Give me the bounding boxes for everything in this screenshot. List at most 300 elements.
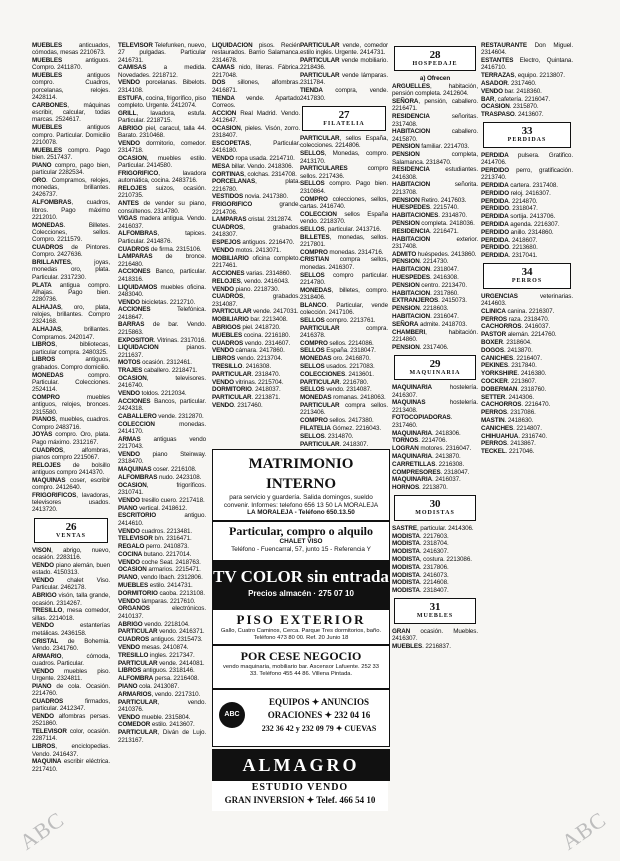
classified-ad: MASTIN. 2418630. xyxy=(481,416,534,424)
classified-ad: PARTICULAR, sellos España, colecciones. 2214806. xyxy=(300,135,388,150)
classified-ad: FRIGORIFICO, lavadora automática, cocina. 2483716. xyxy=(118,170,206,185)
classified-ad: PERDIDA cartera. 2317408. xyxy=(481,181,558,189)
classified-ad: FOTOCOPIADORAS. 2317460. xyxy=(392,414,453,429)
classified-ad: MUEBLES antiguos. Compro. 2411870. xyxy=(32,57,110,72)
classified-ad: MODISTA. 2416073. xyxy=(392,571,449,579)
section-header-33 xyxy=(483,122,571,147)
ad-piso-exterior xyxy=(212,609,390,645)
section-title: FILATELIA xyxy=(323,120,365,127)
column-1-listings xyxy=(32,42,110,514)
ad-line-2: GRAN INVERSION ✦ Telef. 466 54 10 xyxy=(224,795,376,805)
classified-ad: ACCIONES Bancos, particular. 2424318. xyxy=(118,397,206,413)
classified-ad: PARTICULAR. 2318470. xyxy=(212,370,281,378)
classified-ad: TECKEL. 2217046. xyxy=(481,448,535,456)
classified-ad: ALFOMBRAS, cuadros, libros. Pago máximo 2212010. xyxy=(32,199,110,221)
classified-ad: SELLOS compro particular. 2214780. xyxy=(300,271,388,286)
classified-ad: ALHAJAS, brillantes. Compramos. 2420147. xyxy=(32,326,110,341)
ad-title: ALMAGRO xyxy=(242,755,360,775)
classified-ad: MONEDAS compro. Particular. Colecciones. 2524114. xyxy=(32,371,110,394)
classified-ad: ALHAJAS, oro, plata, relojes, brillantes. Compro 2324168. xyxy=(32,303,110,326)
classified-ad: LAMPARAS de bronce. 2216480. xyxy=(118,253,206,268)
section-title: VENTAS xyxy=(56,532,86,539)
classified-ad: VENDO piano alemán, buen estado. 4150313. xyxy=(32,562,110,577)
classified-ad: ASADOR. 2317460. xyxy=(481,79,537,87)
section-header-27 xyxy=(302,106,386,131)
classified-ad: FRIGORIFICO grande. 2214706. xyxy=(212,201,300,216)
classified-ad: MOBILIARIO bar. 2213408. xyxy=(212,316,288,324)
classified-ad: ESCOPETAS, Particular. 2416180. xyxy=(212,139,300,155)
column-4-philately-listings xyxy=(300,135,388,447)
classified-ad: PARTICULAR vende mobiliario. 2218436. xyxy=(300,57,388,72)
classified-ad: ARMARIO, cómoda, cuadros. Particular. xyxy=(32,652,110,667)
classified-ad: OCASION, muebles estilo. Particular. 2414580. xyxy=(118,154,206,170)
classified-ad: MAQUINARIA. 2413870. xyxy=(392,452,461,460)
classified-ad: RESIDENCIA estudiantes. 2416308. xyxy=(392,166,478,181)
classified-ad: PENSION Retiro. 2417603. xyxy=(392,196,467,204)
classified-ad: COCKER. 2213607. xyxy=(481,377,537,385)
column-6-listings xyxy=(481,42,573,118)
classified-ad: EXPOSITOR. Vitrinas. 2317016. xyxy=(118,336,206,344)
column-6-lost-listings xyxy=(481,152,573,260)
classified-ad: BRILLANTES, joyas, monedas oro, plata. Particular. 2317230. xyxy=(32,259,110,281)
classified-ad: VENDO muebles piso. Urgente. 2324811. xyxy=(32,667,110,683)
classified-ad: MUEBLES compro. Pago bien. 2517437. xyxy=(32,146,110,161)
classified-ad: ABRIGO piel, caracul, talla 44. Barato. 2310468. xyxy=(118,124,206,140)
classified-ad: CUADROS de firma. 2315106. xyxy=(118,245,202,253)
classified-ad: VENDO alfombras persas. 2521860. xyxy=(32,713,110,728)
classified-ad: CACHORROS. 2216470. xyxy=(481,401,551,409)
classified-ad: CUADROS vendo. 2314607. xyxy=(212,339,291,347)
classified-ad: LIBROS vendo. 2213704. xyxy=(212,355,283,363)
classified-ad: TORNOS. 2214706. xyxy=(392,437,447,445)
classified-ad: MESA billar. Vendo. 2418306. xyxy=(212,162,294,170)
ad-line-1: ESTUDIO VENDO xyxy=(251,782,349,793)
classified-ad: ARMARIOS, vendo. 2217310. xyxy=(118,690,201,698)
watermark-right: ABC xyxy=(556,806,611,855)
classified-ad: MOTOS ocasión. 2312461. xyxy=(118,359,192,367)
classified-ad: HUESPEDES. 2416308. xyxy=(392,274,459,282)
classified-ad: CORTINAS, colchas. 2314708. xyxy=(212,170,297,178)
column-4 xyxy=(300,42,388,447)
classified-ad: MODISTA. 2217603. xyxy=(392,532,449,540)
column-5-lodging-listings xyxy=(392,83,478,351)
classified-ad: GRAN ocasión. Muebles. 2416307. xyxy=(392,627,478,642)
classified-ad: MODISTA. 2214608. xyxy=(392,579,449,587)
classified-ad: TERRAZAS, equipo. 2213807. xyxy=(481,72,565,80)
column-6-dog-listings xyxy=(481,293,573,456)
classified-ad: VENDO vitrinas. 2215704. xyxy=(212,378,284,386)
classified-ad: VENDO dormitorio, comedor. 2314718. xyxy=(118,139,206,155)
classified-ad: LIQUIDAMOS muebles oficina. 2483040. xyxy=(118,283,206,298)
classified-ad: FILATELIA Gómez. 2216043. xyxy=(300,424,382,432)
classified-ad: TRASPASO. 2413607. xyxy=(481,111,544,119)
section-number: 29 xyxy=(429,357,441,370)
classified-ad: MONEDAS. Billetes. Colecciones, sellos. Compro. 2211579. xyxy=(32,221,110,244)
classified-ad: RESTAURANTE Don Miguel. 2314604. xyxy=(481,42,573,57)
classified-ad: PARTICULAR vende lámparas. 2311784. xyxy=(300,72,388,87)
classified-ad: PARTICULAR. 2418307. xyxy=(300,440,369,447)
column-3-listings xyxy=(212,42,300,409)
classified-ad: JOYAS compro. Oro, plata. Pago máximo. 2312167. xyxy=(32,431,110,446)
column-5-dressmaker-listings xyxy=(392,525,478,595)
classified-ad: MUEBLES antiguos compro. Particular. Domicilio 2210078. xyxy=(32,124,110,146)
ad-line-3: 232 36 42 y 232 09 79 ✦ CUEVAS xyxy=(261,724,377,733)
classified-ad: TRESILLO. 2416308. xyxy=(212,362,272,370)
classified-ad: ADMITO huéspedes. 2413860. xyxy=(392,250,477,258)
classified-ad: PENSION completa. 2418036. xyxy=(392,219,475,227)
classified-ad: VENDO mueble. 2315804. xyxy=(118,713,191,721)
classified-ad: PERDIDO anillo. 2314860. xyxy=(481,228,554,236)
section-number: 27 xyxy=(338,108,350,121)
classified-ad: HORNOS. 2213870. xyxy=(392,484,448,492)
classified-ad: MODISTA. 2318704. xyxy=(392,540,449,548)
section-number: 30 xyxy=(429,498,441,511)
section-header-30 xyxy=(394,495,476,520)
classified-ad: VENDO lámparas. 2217610. xyxy=(118,597,196,605)
classified-ad: VIGAS madera antigua. Vendo. 2416037. xyxy=(118,215,206,230)
section-number: 33 xyxy=(521,125,533,138)
column-6 xyxy=(481,42,573,855)
column-2 xyxy=(118,42,206,855)
watermark-left: ABC xyxy=(14,806,69,855)
classified-ad: ARGUELLES, habitación, pensión completa. 2412604. xyxy=(392,83,478,98)
classified-ad: LAMPARAS cristal. 2312874. xyxy=(212,216,293,224)
ad-footer: LA MORALEJA - Teléfono 650.13.50 xyxy=(247,509,355,517)
classified-ad: VENDO cuadros. 2213481. xyxy=(118,527,193,535)
section-title: MAQUINARIA xyxy=(409,369,461,376)
classified-ad: MAQUINARIA hostelería. 2416307. xyxy=(392,384,478,399)
classified-ad: SELLOS vendo. 2314087. xyxy=(300,386,372,394)
classified-ad: PIANO, vendo Ibach. 2312806. xyxy=(118,574,203,582)
classified-ad: SELLOS compro. Pago bien. 2310864. xyxy=(300,180,388,195)
classified-ad: COMPRO monedas. 2314716. xyxy=(300,248,384,256)
classified-ad: CUADROS, grabados. 2418307. xyxy=(212,224,300,239)
classified-ad: CAMISAS a medida. Novedades. 2218712. xyxy=(118,64,206,79)
classified-ad: SELLOS, Monedas, compro. 2413170. xyxy=(300,150,388,165)
classified-ad: MAQUINAS hostelería. 2213408. xyxy=(392,399,478,414)
ad-estudio-vendo xyxy=(212,781,388,811)
classified-ad: BOXER. 2318604. xyxy=(481,339,532,346)
ad-equipos-anuncios xyxy=(212,689,390,747)
ad-subtitle: Precios almacén · 275 07 10 xyxy=(248,589,354,598)
classified-ad: MONEDAS romanas. 2418063. xyxy=(300,394,386,402)
classified-ad: VENDO bar. 2418360. xyxy=(481,87,542,95)
classified-ad: VENDO motos. 2413071. xyxy=(212,247,281,255)
classified-ad: DORMITORIO caoba. 2213108. xyxy=(118,589,205,597)
classified-ad: PARTICULAR compra. 2416378. xyxy=(300,324,388,339)
classified-ad: ACCIONES varias. 2314860. xyxy=(212,269,292,277)
column-1 xyxy=(32,42,110,855)
classified-ad: OCASION, televisores. 2416740. xyxy=(118,375,206,390)
classified-ad: PASTOR alemán. 2214760. xyxy=(481,331,557,339)
classified-ad: PARTICULAR. 2216780. xyxy=(300,378,369,386)
ad-particular-chalet xyxy=(212,521,390,561)
classified-ad: ACCION Real Madrid. Vendo. 2412647. xyxy=(212,109,300,124)
classified-ad: CRISTIAN compra sellos, monedas. 2416307. xyxy=(300,256,388,271)
classified-ad: MAQUINAS coser. 2216108. xyxy=(118,466,197,474)
classified-ad: ACCIONES Telefónica. 2418647. xyxy=(118,306,206,321)
classified-ad: RELOJES suizos, ocasión. 2210735. xyxy=(118,185,206,200)
classified-ad: COMPRO sellos. 2417380. xyxy=(300,417,374,425)
ad-almagro xyxy=(212,749,390,781)
classified-ad: PEKINES. 2317840. xyxy=(481,362,537,370)
classified-ad: COMPRO colecciones, sellos, cartas. 2416740. xyxy=(300,195,388,210)
classified-ad: BLANCO. Particular, vende colección. 2417106. xyxy=(300,301,388,316)
classified-ad: PERROS. 2317086. xyxy=(481,409,536,417)
classified-ad: CARBONES, máquinas escribir, calcular, todas marcas. 2524617. xyxy=(32,101,110,124)
classified-ad: ALFOMBRA persa. 2216408. xyxy=(118,675,199,683)
classified-ad: PIANO cola. 2413087. xyxy=(118,682,180,690)
section-title: MODISTAS xyxy=(415,510,455,517)
classified-ad: HUESPEDES. 2215740. xyxy=(392,204,459,212)
classified-ad: SELLOS compro. 2213761. xyxy=(300,316,376,324)
classified-ad: RESIDENCIA señoritas. 2317408. xyxy=(392,113,478,128)
classified-ad: RELOJES de bolsillo antiguos compro 2414370. xyxy=(32,461,110,476)
classified-ad: GRILL, lavadora, estufa. Particular. 2218715. xyxy=(118,109,206,124)
column-5-machinery-listings xyxy=(392,384,478,491)
classified-ad: CUADROS firmados, particular. 2412347. xyxy=(32,697,110,713)
classified-ad: VENDO piano. 2218730. xyxy=(212,285,280,293)
classified-ad: MODISTA, costura. 2213086. xyxy=(392,555,472,563)
classified-ad: MODISTA. 2317806. xyxy=(392,563,449,571)
classified-ad: MONEDAS oro. 2416870. xyxy=(300,355,371,363)
classified-ad: PERDIDA pulsera. Gratifico. 2414706. xyxy=(481,151,573,167)
classified-ad: CANICHES. 2214807. xyxy=(481,424,542,432)
classified-ad: PLATA antigua compro. Alhajas. Pago bien. 2280736. xyxy=(32,281,110,304)
classified-ad: MUEBLES anticuados, cómodas, mesas 2210673. xyxy=(32,42,110,57)
abc-badge-icon: ABC xyxy=(219,702,245,728)
classified-ad: VENDO ropa usada. 2214710. xyxy=(212,154,295,162)
column-4-top-listings xyxy=(300,42,388,102)
classified-ad: TRAJES caballero. 2218471. xyxy=(118,367,198,375)
classified-ad: BAR, cafetería. 2216047. xyxy=(481,95,551,103)
ad-tv-color xyxy=(212,561,390,609)
classified-ad: PARTICULAR. 2213871. xyxy=(212,394,281,402)
classified-ad: ALFOMBRAS nudo. 2423108. xyxy=(118,473,202,481)
column-2-listings xyxy=(118,42,206,744)
classified-ad: VENDO toldos. 2212034. xyxy=(118,390,187,398)
classified-ad: LIQUIDACION pisos. Recién restaurados. Barrio Salamanca. 2314678. xyxy=(212,42,300,64)
classified-ad: HABITACION. 2318047. xyxy=(392,266,459,274)
classified-ad: PERDIDO. 2213680. xyxy=(481,244,538,252)
classified-ad: MODISTA. 2416307. xyxy=(392,548,449,556)
ad-line-2: ORACIONES ✦ 232 04 16 xyxy=(267,710,371,720)
classified-ad: PARTICULAR compra sellos. 2213406. xyxy=(300,402,388,417)
classified-ad: MAQUINARIA. 2416037. xyxy=(392,476,461,484)
classified-ad: SEÑORA admite. 2418703. xyxy=(392,320,468,328)
classified-ad: PENSION. 2317406. xyxy=(392,343,449,351)
classified-ad: TIENDA vende. Apartado Correos. xyxy=(212,94,300,109)
ad-body: Gallo, Cuatro Caminos, Cerca. Parque Tres dormitorios, baño. Teléfono 473 80 00. Ref. 20 Junio 18 xyxy=(220,628,382,641)
classified-ad: OCASION, pieles. Visón, zorro. 2318407. xyxy=(212,124,300,140)
classified-ad: PERROS raza. 2318470. xyxy=(481,315,550,323)
classified-ad: CHAMBERI, habitación. 2214860. xyxy=(392,328,478,343)
classified-ad: PENSION. 2214730. xyxy=(392,258,449,266)
classified-ad: LIBROS, bibliotecas, particular compra. 2480325. xyxy=(32,341,110,356)
classified-ad: PERDIDO reloj. 2416307. xyxy=(481,189,551,197)
section-number: 34 xyxy=(521,266,533,279)
classified-ad: LIQUIDACION pianos. 2211637. xyxy=(118,344,206,359)
classified-ad: ACCIONES Banco, particular. 2418316. xyxy=(118,268,206,283)
classified-ad: VENDO coche Seat. 2418763. xyxy=(118,558,201,566)
classified-ad: YORKSHIRE. 2416380. xyxy=(481,370,547,378)
classified-ad: CUADROS antiguos. 2315473. xyxy=(118,636,203,644)
column-1-sales-listings xyxy=(32,547,110,773)
classified-ad: PARTICULAR vendo. 2416371. xyxy=(118,628,205,636)
ad-body: Teléfono - Fuencarral, 57, junto 15 - Referencia Y xyxy=(231,545,371,553)
section-header-29 xyxy=(394,355,476,380)
classified-ad: PENSION completa, Salamanca. 2318470. xyxy=(392,151,478,166)
classified-ad: MAQUINAS coser, escribir compro. 2412640. xyxy=(32,476,110,492)
classified-ad: CUADROS de Pintores. Compro. 2427636. xyxy=(32,244,110,259)
classified-ad: HABITACION caballero. 2415870. xyxy=(392,128,478,143)
classified-ad: MODISTA. 2318407. xyxy=(392,587,449,595)
classified-ad: ABRIGO visón, talla grande, ocasión. 2314267. xyxy=(32,592,110,607)
classified-ad: SASTRE, particular. 2414306. xyxy=(392,524,474,532)
classified-ad: MAQUINARIA. 2418306. xyxy=(392,429,461,437)
classified-ad: LIBROS antiguos, grabados. Compro domicilio. xyxy=(32,356,110,371)
classified-ad: ESTANTES Electro, Quintana. 2416710. xyxy=(481,57,573,72)
classified-ad: PENSION familiar. 2214703. xyxy=(392,143,470,151)
section-number: 26 xyxy=(65,520,77,533)
classified-ad: DOGOS. 2413870. xyxy=(481,346,533,354)
classified-ad: PERDIDA sortija. 2413706. xyxy=(481,213,556,221)
section-number: 31 xyxy=(429,601,441,614)
classified-ad: CUADROS, grabados. 2314087. xyxy=(212,293,300,308)
classified-ad: EXTRANJEROS. 2415073. xyxy=(392,297,467,305)
classified-ad: PARTICULAR vende, comedor estilo inglés. Urgente. 2414731. xyxy=(300,42,388,57)
classified-ad: ESCRITORIO antiguo. 2414610. xyxy=(118,512,206,527)
classified-ad: PERDIDO perro, gratificación. 2213740. xyxy=(481,166,573,182)
classified-ad: ANTES de vender su piano, consúltenos. 2314780. xyxy=(118,200,206,215)
section-title: HOSPEDAJE xyxy=(412,61,458,67)
classified-ad: CABALLERO vende. 2312870. xyxy=(118,413,204,421)
classified-ad: MOBILIARIO oficina completo. 2217461. xyxy=(212,254,300,270)
section-title: PERDIDAS xyxy=(507,137,547,144)
ad-matrimonio-interno xyxy=(212,449,390,521)
classified-ad: ARMAS antiguas vendo 2217043. xyxy=(118,435,206,451)
classified-ad: DORMITORIO. 2418037. xyxy=(212,386,281,394)
ad-body: para servicio y guardería. Salida domingos, sueldo convenir. Informes: telefono 656 13 50 LA MORALEJA xyxy=(223,494,379,509)
classified-ad: COLECCION monedas. 2414170. xyxy=(118,420,206,436)
classified-ad: OCASION armarios. 2215471. xyxy=(118,566,201,574)
classified-ad: MUEBLES cocina. 2216180. xyxy=(212,331,291,339)
classified-ad: HABITACION exterior. 2317408. xyxy=(392,235,478,250)
ad-cese-negocio xyxy=(212,645,390,689)
classified-ad: COMEDOR estilo. 2413607. xyxy=(118,721,195,729)
classified-ad: SELLOS. 2314870. xyxy=(300,432,354,440)
classified-ad: CACHORROS. 2416037. xyxy=(481,323,551,331)
classified-ad: VENDO tresillo cuero. 2217418. xyxy=(118,496,205,504)
classified-ad: LOGRAN motores. 2316047. xyxy=(392,445,472,453)
column-3 xyxy=(212,42,300,447)
classified-ad: HABITACION. 2316047. xyxy=(392,313,459,320)
classified-ad: PIANO de cola. Ocasión. 2214760. xyxy=(32,682,110,698)
ad-title: TV COLOR sin entrada xyxy=(213,567,389,586)
classified-ad: CANICHES. 2216407. xyxy=(481,354,542,362)
classified-ad: OCASION, frigoríficos. 2310741. xyxy=(118,481,206,497)
classified-ad: SELLOS usados. 2217083. xyxy=(300,363,375,371)
classified-ad: ABRIGOS piel. 2418720. xyxy=(212,323,281,331)
classified-ad: SELLOS España. 2318047. xyxy=(300,347,376,355)
classified-ad: MUEBLES antiguos compro. Cuadros, porcelanas, relojes. 2428114. xyxy=(32,72,110,102)
classified-ad: COLECCION sellos España vendo. 2218370. xyxy=(300,210,388,225)
ad-line-1: EQUIPOS ✦ ANUNCIOS xyxy=(268,697,370,707)
classified-ad: CRISTAL de Bohemia. Vendo. 2341760. xyxy=(32,637,110,652)
classified-ad: PERDIDA. 2418607. xyxy=(481,236,538,244)
ad-title: POR CESE NEGOCIO xyxy=(240,649,362,663)
classified-ad: CLINICA canina. 2216307. xyxy=(481,307,555,315)
classified-ad: TRESILLO, mesa comedor, sillas. 2214018. xyxy=(32,607,110,622)
classified-ad: BILLETES, monedas, sellos. 2217801. xyxy=(300,233,388,248)
classified-ad: CAMAS nido, literas. Fábrica. 2217048. xyxy=(212,64,300,79)
classified-ad: SELLOS, particular. 2413716. xyxy=(300,225,382,233)
classified-ad: ESPEJOS antiguos. 2216470. xyxy=(212,239,295,247)
classified-ad: MUEBLES. 2216837. xyxy=(392,642,451,650)
classified-ad: TRESILLO ingles. 2217347. xyxy=(118,651,195,659)
classified-ad: BARRAS de bar. Vendo. 2215863. xyxy=(118,321,206,336)
classified-ad: LIBROS, enciclopedias. Vendo. 2416437. xyxy=(32,743,110,758)
classified-ad: VENDO porcelanas. Bibelots. 2314108. xyxy=(118,79,206,94)
classified-ad: REGALO perro. 2410873. xyxy=(118,543,189,551)
classified-ad: DOS sillones, alfombras. 2416871. xyxy=(212,79,300,94)
section-number: 28 xyxy=(429,49,441,61)
classified-ad: VENDO estanterías metálicas. 2436158. xyxy=(32,622,110,637)
classified-ad: VENDO chalet Viso. Particular. 2462178. xyxy=(32,577,110,592)
classified-ad: PERDIDA. 2317041. xyxy=(481,252,538,260)
classified-ad: PENSION. 2218603. xyxy=(392,305,449,313)
classified-ad: ALFOMBRAS, tapices. Particular. 2414876. xyxy=(118,230,206,245)
classified-ad: CHIHUAHUA. 2316740. xyxy=(481,432,547,440)
classified-ad: MAQUINA escribir eléctrica. 2217410. xyxy=(32,758,110,773)
ad-body: vendo maquinaria, mobiliario bar. Ascensor Lafuente. 252 33 33. Teléfono 455 44 86. Villena Pintada. xyxy=(223,664,379,677)
classified-ad: VENDO cámara. 2417860. xyxy=(212,347,285,355)
classified-ad: PORCELANAS, plata. 2216780. xyxy=(212,178,300,193)
classified-ad: RELOJES, vendo. 2416043. xyxy=(212,277,290,285)
classified-ad: PIANOS, muebles, cuadros. Compro 2483716. xyxy=(32,416,110,431)
classified-ad: ABRIGO vendo. 2218104. xyxy=(118,620,190,628)
classified-ad: URGENCIAS veterinarias. 2414603. xyxy=(481,292,573,308)
classified-ad: VENDO bicicletas. 2212710. xyxy=(118,298,196,306)
classified-ad: ORO. Compramos, relojes, monedas, brillantes. 2426737. xyxy=(32,176,110,199)
classified-ad: COMPRO sellos. 2214086. xyxy=(300,339,374,347)
classified-ad: TELEVISOR b/n. 2316471. xyxy=(118,535,192,543)
classified-ad: VENDO mesas. 2410874. xyxy=(118,643,189,651)
classified-ad: PARTICULAR, Diván de Lujo. 2213167. xyxy=(118,729,206,744)
classified-ad: PENSION centro. 2213470. xyxy=(392,281,467,289)
classified-ad: DOBERMAN. 2318760. xyxy=(481,385,547,393)
classified-ad: LIBROS antiguos. 2318146. xyxy=(118,667,195,675)
section-header-28 xyxy=(394,46,476,71)
classified-ad: VESTIDOS novia. 2417380. xyxy=(212,193,289,201)
classified-ad: PIANO vertical. 2418612. xyxy=(118,504,188,512)
classified-ad: CUADROS, alfombras, pianos compro 2215067. xyxy=(32,446,110,461)
classified-ad: COCINA butano. 2217014. xyxy=(118,550,192,558)
classified-ad: COMPRESORES. 2318047. xyxy=(392,468,470,476)
classified-ad: MONEDAS, billetes, compro. 2318406. xyxy=(300,286,388,301)
classified-ad: FRIGORIFICOS, lavadoras, televisores usados. 2413720. xyxy=(32,491,110,514)
classified-ad: HABITACION. 2317860. xyxy=(392,289,459,297)
classified-ad: PERDIDA. 2214870. xyxy=(481,197,538,205)
classified-ad: HABITACIONES. 2314870. xyxy=(392,212,468,220)
classified-ad: SETTER. 2414306. xyxy=(481,393,535,401)
section-header-34 xyxy=(483,263,571,288)
section-header-26 xyxy=(34,518,108,543)
ad-title: PISO EXTERIOR xyxy=(236,612,366,627)
classified-ad: VENDO piano Steinway. 2318470. xyxy=(118,451,206,466)
section-header-31 xyxy=(394,598,476,623)
classified-ad: PARTICULAR vende. 2414081. xyxy=(118,659,205,667)
